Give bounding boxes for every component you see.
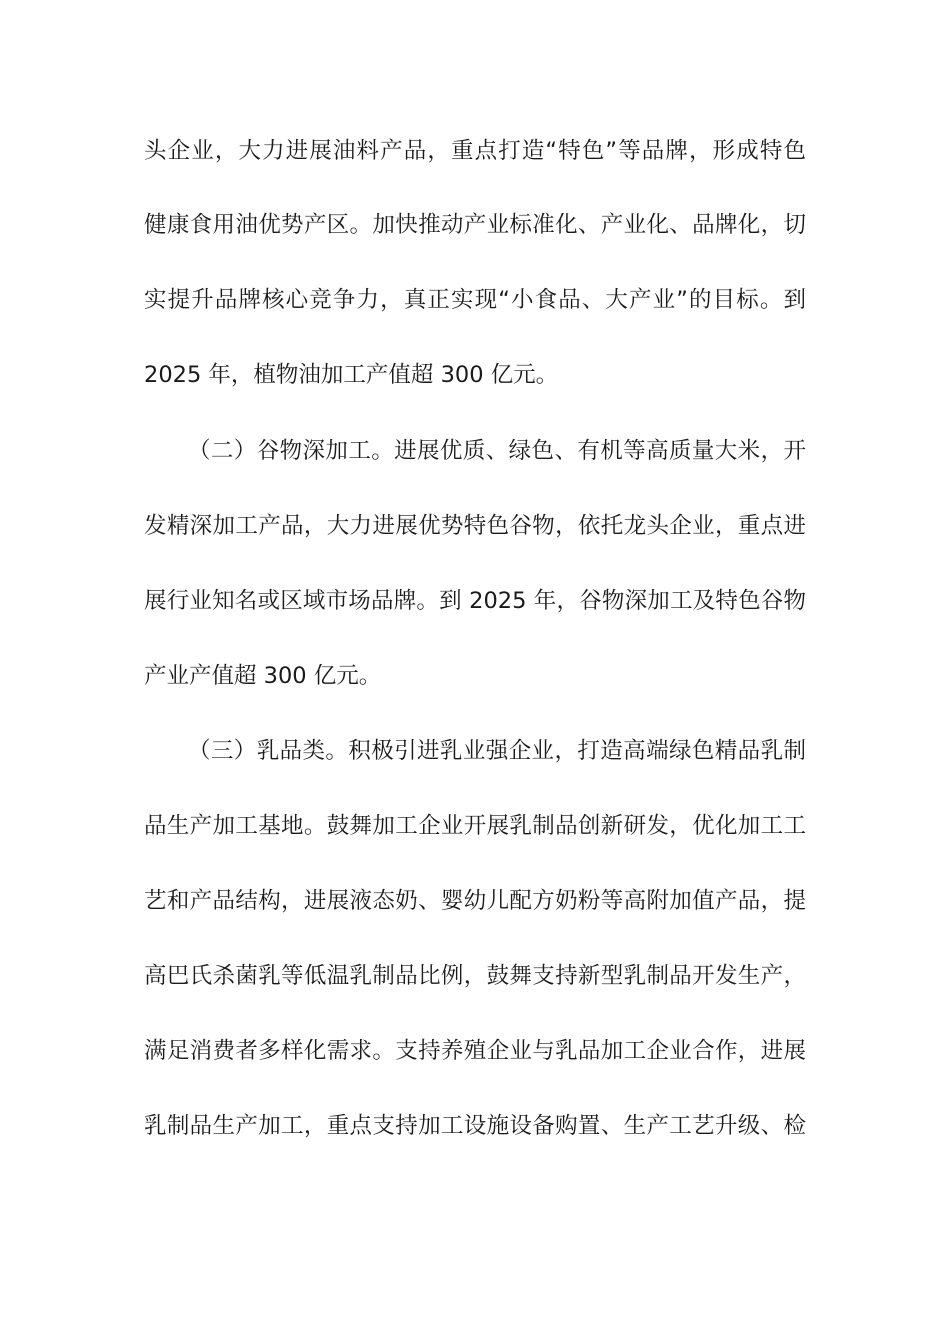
paragraph-heading-line: （二）谷物深加工。进展优质、绿色、有机等高质量大米，开 (188, 438, 806, 464)
text-line: 产业产值超 300 亿元。 (144, 663, 382, 689)
text-line: 艺和产品结构，进展液态奶、婴幼儿配方奶粉等高附加值产品，提 (144, 888, 806, 914)
text-line: 高巴氏杀菌乳等低温乳制品比例，鼓舞支持新型乳制品开发生产， (144, 963, 806, 989)
text-line: 头企业，大力进展油料产品，重点打造“特色”等品牌，形成特色 (144, 138, 806, 164)
text-line: 乳制品生产加工，重点支持加工设施设备购置、生产工艺升级、检 (144, 1113, 806, 1139)
text-line: 展行业知名或区域市场品牌。到 2025 年，谷物深加工及特色谷物 (144, 588, 806, 614)
text-line: 实提升品牌核心竞争力，真正实现“小食品、大产业”的目标。到 (144, 287, 806, 313)
text-line: 健康食用油优势产区。加快推动产业标准化、产业化、品牌化，切 (144, 212, 806, 238)
paragraph-heading-line: （三）乳品类。积极引进乳业强企业，打造高端绿色精品乳制 (188, 738, 806, 764)
text-line: 发精深加工产品，大力进展优势特色谷物，依托龙头企业，重点进 (144, 513, 806, 539)
text-line: 2025 年，植物油加工产值超 300 亿元。 (144, 362, 559, 388)
text-line: 品生产加工基地。鼓舞加工企业开展乳制品创新研发，优化加工工 (144, 813, 806, 839)
text-line: 满足消费者多样化需求。支持养殖企业与乳品加工企业合作，进展 (144, 1038, 806, 1064)
